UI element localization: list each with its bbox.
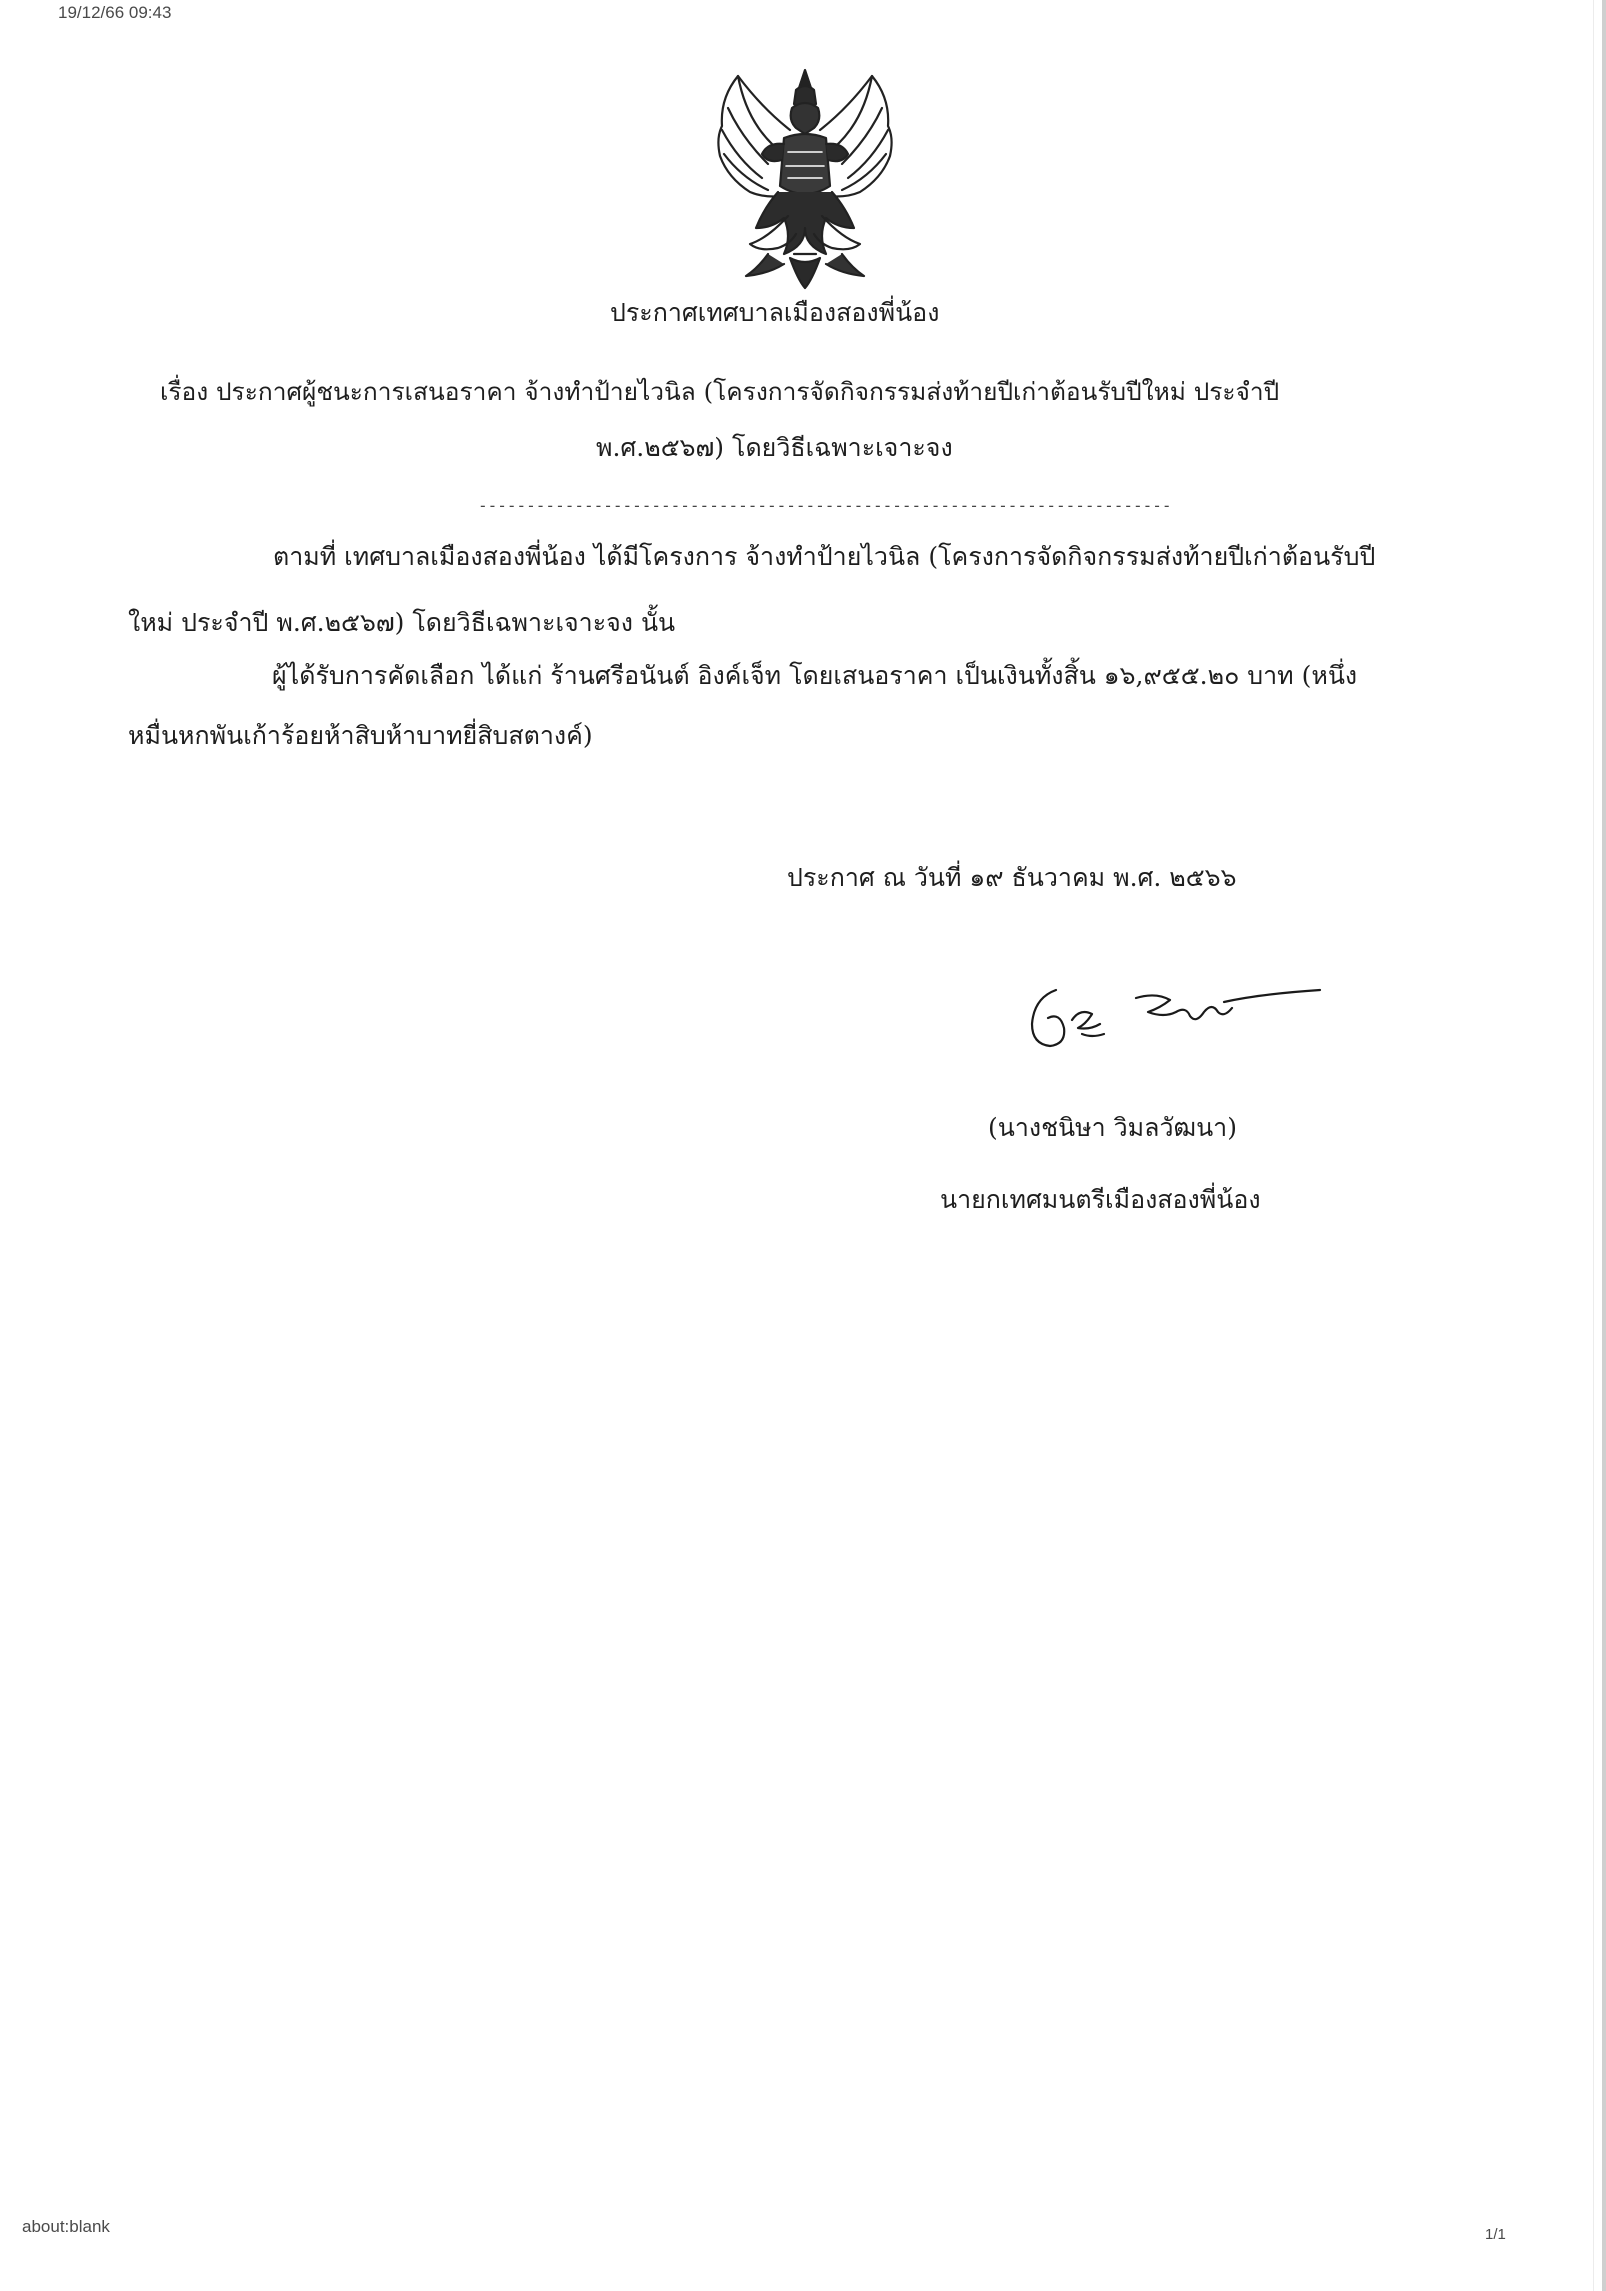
paragraph1-line1: ตามที่ เทศบาลเมืองสองพี่น้อง ได้มีโครงการ จ้างทำป้ายไวนิล (โครงการจัดกิจกรรมส่งท้ายปีเก่าต้อนรับปี <box>273 542 1376 571</box>
document-subject-line2: พ.ศ.๒๕๖๗) โดยวิธีเฉพาะเจาะจง <box>596 433 953 462</box>
print-timestamp: 19/12/66 09:43 <box>58 3 172 22</box>
paragraph1-line2: ใหม่ ประจำปี พ.ศ.๒๕๖๗) โดยวิธีเฉพาะเจาะจง นั้น <box>128 608 676 637</box>
page-indicator: 1/1 <box>1485 2226 1506 2243</box>
scan-edge-line <box>1593 0 1594 2291</box>
divider: ------------------------------------------------------------------------ <box>478 496 1172 515</box>
document-issuer: ประกาศเทศบาลเมืองสองพี่น้อง <box>610 298 940 327</box>
paragraph2-line2: หมื่นหกพันเก้าร้อยห้าสิบห้าบาทยี่สิบสตางค์) <box>128 721 593 750</box>
page-url: about:blank <box>22 2217 110 2236</box>
garuda-emblem-icon <box>698 68 912 290</box>
signatory-title: นายกเทศมนตรีเมืองสองพี่น้อง <box>940 1185 1261 1214</box>
signature-icon <box>1020 972 1332 1068</box>
date-line: ประกาศ ณ วันที่ ๑๙ ธันวาคม พ.ศ. ๒๕๖๖ <box>787 863 1237 892</box>
paragraph2-line1: ผู้ได้รับการคัดเลือก ได้แก่ ร้านศรีอนันต์ อิงค์เจ็ท โดยเสนอราคา เป็นเงินทั้งสิ้น ๑๖,๙๕๕.๒๐ บาท (หนึ่ง <box>272 661 1358 690</box>
document-subject-line1: เรื่อง ประกาศผู้ชนะการเสนอราคา จ้างทำป้ายไวนิล (โครงการจัดกิจกรรมส่งท้ายปีเก่าต้อนรับปีใหม่ ประจำปี <box>160 377 1280 406</box>
scan-edge <box>1602 0 1606 2291</box>
signatory-name: (นางชนิษา วิมลวัฒนา) <box>988 1113 1237 1142</box>
